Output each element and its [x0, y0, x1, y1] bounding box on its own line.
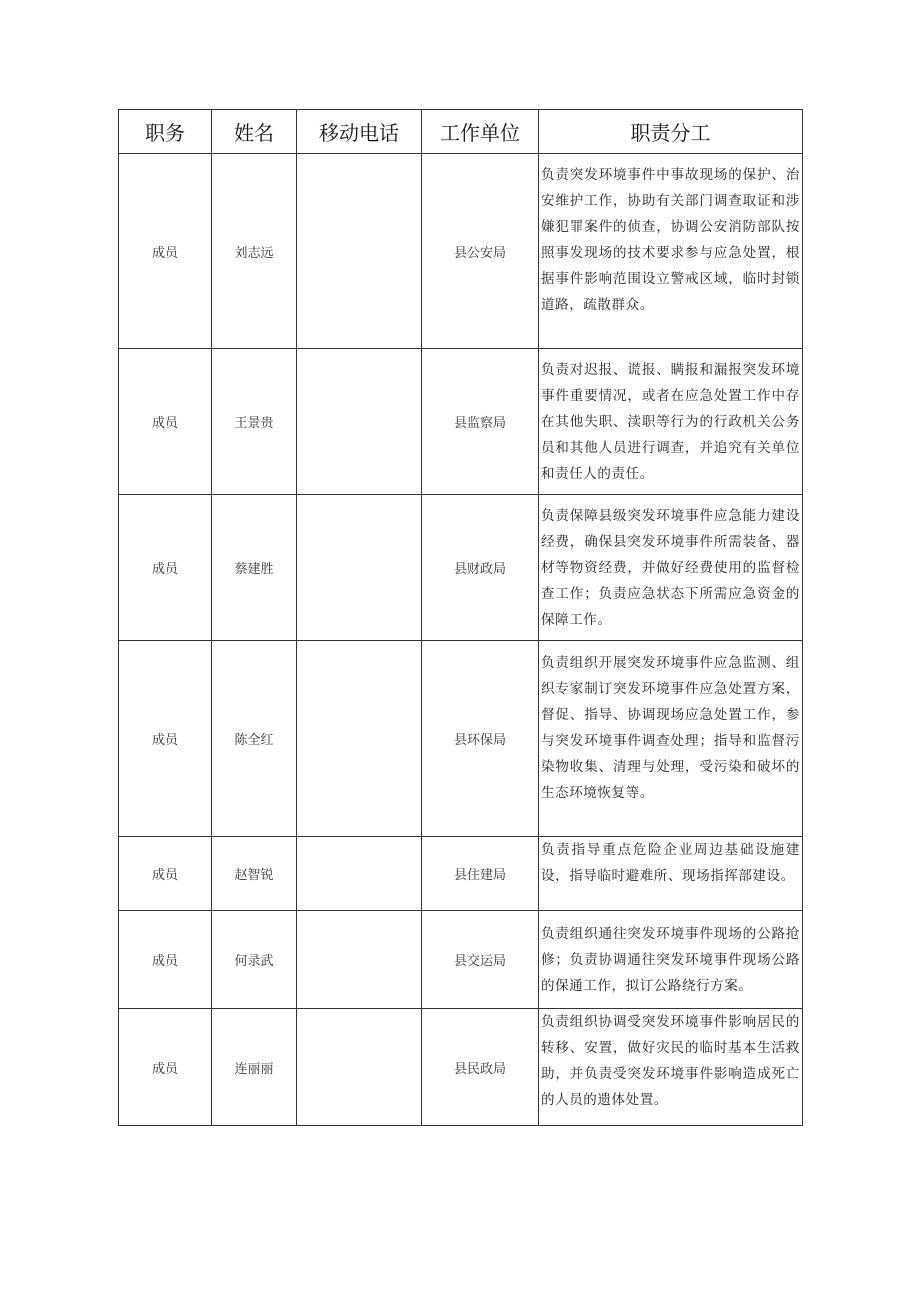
header-name: 姓名	[212, 110, 297, 154]
phone-cell	[297, 495, 422, 641]
unit-cell: 县住建局	[422, 837, 539, 911]
header-unit: 工作单位	[422, 110, 539, 154]
table-row	[119, 641, 803, 837]
role-cell: 成员	[119, 154, 212, 349]
unit-cell: 县财政局	[422, 495, 539, 641]
name-cell: 王景贵	[212, 349, 297, 495]
table-row	[119, 837, 803, 911]
table-row	[119, 495, 803, 641]
table-row	[119, 911, 803, 1009]
name-cell: 何录武	[212, 911, 297, 1009]
phone-cell	[297, 641, 422, 837]
table-row	[119, 154, 803, 349]
unit-cell: 县公安局	[422, 154, 539, 349]
table-row	[119, 1009, 803, 1126]
header-duties: 职责分工	[539, 110, 803, 154]
header-phone: 移动电话	[297, 110, 422, 154]
duties-cell: 负责突发环境事件中事故现场的保护、治安维护工作，协助有关部门调查取证和涉嫌犯罪案件的侦查，协调公安消防部队按照事发现场的技术要求参与应急处置，根据事件影响范围设立警戒区域，临时封锁道路，疏散群众。	[539, 154, 803, 349]
unit-cell: 县民政局	[422, 1009, 539, 1126]
name-cell: 陈全红	[212, 641, 297, 837]
header-role: 职务	[119, 110, 212, 154]
name-cell: 蔡建胜	[212, 495, 297, 641]
duties-cell: 负责对迟报、谎报、瞒报和漏报突发环境事件重要情况，或者在应急处置工作中存在其他失职、渎职等行为的行政机关公务员和其他人员进行调查，并追究有关单位和责任人的责任。	[539, 349, 803, 495]
unit-cell: 县环保局	[422, 641, 539, 837]
unit-cell: 县交运局	[422, 911, 539, 1009]
role-cell: 成员	[119, 641, 212, 837]
role-cell: 成员	[119, 911, 212, 1009]
role-cell: 成员	[119, 495, 212, 641]
phone-cell	[297, 911, 422, 1009]
name-cell: 连丽丽	[212, 1009, 297, 1126]
duties-cell: 负责指导重点危险企业周边基础设施建设，指导临时避难所、现场指挥部建设。	[539, 837, 803, 911]
name-cell: 刘志远	[212, 154, 297, 349]
duties-cell: 负责保障县级突发环境事件应急能力建设经费，确保县突发环境事件所需装备、器材等物资经费，并做好经费使用的监督检查工作；负责应急状态下所需应急资金的保障工作。	[539, 495, 803, 641]
unit-cell: 县监察局	[422, 349, 539, 495]
name-cell: 赵智锐	[212, 837, 297, 911]
duties-cell: 负责组织通往突发环境事件现场的公路抢修；负责协调通往突发环境事件现场公路的保通工作，拟订公路绕行方案。	[539, 911, 803, 1009]
phone-cell	[297, 837, 422, 911]
role-cell: 成员	[119, 837, 212, 911]
duties-cell: 负责组织协调受突发环境事件影响居民的转移、安置，做好灾民的临时基本生活救助，并负责受突发环境事件影响造成死亡的人员的遗体处置。	[539, 1009, 803, 1126]
roster-table	[118, 109, 803, 1126]
role-cell: 成员	[119, 349, 212, 495]
header-row	[119, 110, 803, 154]
table-row	[119, 349, 803, 495]
phone-cell	[297, 1009, 422, 1126]
phone-cell	[297, 154, 422, 349]
duties-cell: 负责组织开展突发环境事件应急监测、组织专家制订突发环境事件应急处置方案，督促、指导、协调现场应急处置工作，参与突发环境事件调查处理；指导和监督污染物收集、清理与处理，受污染和破坏的生态环境恢复等。	[539, 641, 803, 837]
role-cell: 成员	[119, 1009, 212, 1126]
phone-cell	[297, 349, 422, 495]
